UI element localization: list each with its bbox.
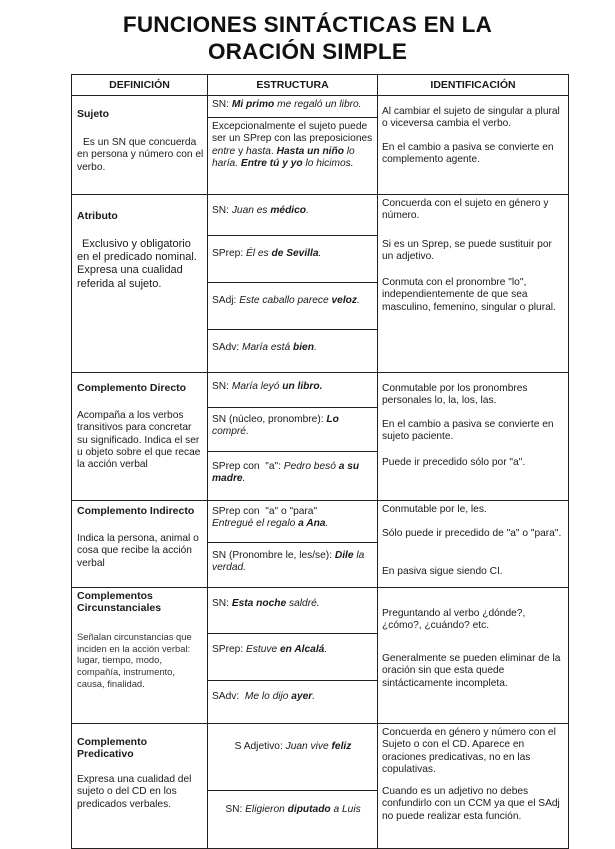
function-name-line-2: Predicativo [77, 748, 134, 760]
struct-cc-1: SPrep: Estuve en Alcalá. [208, 634, 378, 681]
ident-atributo [378, 195, 569, 373]
struct-ci-0: SPrep con "a" o "para" Entregué el regalo a Ana. [208, 501, 378, 543]
ident-text: En el cambio a pasiva se convierte en complemento agente. [382, 142, 554, 166]
ident-cc [378, 588, 569, 724]
def-atributo [72, 195, 208, 373]
def-sujeto [72, 96, 208, 195]
function-description: Expresa una cualidad del sujeto o del CD en los predicados verbales. [77, 774, 192, 810]
ident-cd [378, 373, 569, 501]
ident-text: En el cambio a pasiva se convierte en sujeto paciente. [382, 419, 554, 443]
ident-text: En pasiva sigue siendo CI. [382, 566, 503, 577]
page-title [0, 11, 615, 65]
row-cd [72, 373, 569, 408]
function-description: Es un SN que concuerda en persona y número con el verbo. [77, 137, 204, 173]
function-description: Exclusivo y obligatorio en el predicado nominal. Expresa una cualidad referida al sujeto. [77, 238, 197, 290]
struct-atributo-0: SN: Juan es médico. [208, 195, 378, 236]
struct-sujeto-0: SN: Mi primo me regaló un libro. [208, 96, 378, 118]
def-cpred [72, 724, 208, 849]
ident-text: Preguntando al verbo ¿dónde?, ¿cómo?, ¿cuándo? etc. [382, 608, 526, 632]
header-row [72, 75, 569, 96]
struct-ci-1: SN (Pronombre le, les/se): Dile la verdad. [208, 543, 378, 588]
struct-cc-2: SAdv: Me lo dijo ayer. [208, 681, 378, 724]
function-name: Sujeto [77, 108, 110, 120]
ident-text: Generalmente se pueden eliminar de la oración sin que esta quede sintácticamente incompleta. [382, 653, 561, 689]
function-name: Complemento Directo [77, 382, 187, 394]
function-description: Indica la persona, animal o cosa que recibe la acción verbal [77, 533, 199, 569]
struct-cd-1: SN (núcleo, pronombre): Lo compré. [208, 408, 378, 452]
def-cc [72, 588, 208, 724]
struct-sujeto-1: Excepcionalmente el sujeto puede ser un SPrep con las preposiciones entre y hasta. Hasta un niño lo haría. Entre tú y yo lo hicimos. [208, 118, 378, 195]
ident-text: Concuerda con el sujeto en género y número. [382, 198, 549, 222]
function-description: Acompaña a los verbos transitivos para concretar su significado. Indica el ser u objeto sobre el que recae la acción verbal [77, 410, 201, 471]
function-name-line-1: Complemento [77, 736, 148, 748]
function-name-line-2: Circunstanciales [77, 602, 162, 614]
struct-cpred-0: S Adjetivo: Juan vive feliz [208, 724, 378, 791]
function-description: Señalan circunstancias que inciden en la acción verbal: lugar, tiempo, modo, compañía, instrumento, causa, finalidad. [77, 631, 192, 689]
function-name: Atributo [77, 210, 118, 222]
header-identificacion: IDENTIFICACIÓN [378, 75, 569, 96]
row-cpred [72, 724, 569, 791]
row-ci [72, 501, 569, 543]
ident-ci [378, 501, 569, 588]
title-line-2: ORACIÓN SIMPLE [207, 39, 408, 64]
function-name-line-1: Complementos [77, 590, 153, 602]
row-cc [72, 588, 569, 634]
row-sujeto [72, 96, 569, 118]
struct-atributo-3: SAdv: María está bien. [208, 330, 378, 373]
ident-text: Sólo puede ir precedido de "a" o "para". [382, 528, 562, 539]
struct-cc-0: SN: Esta noche saldré. [208, 588, 378, 634]
functions-table [71, 74, 569, 849]
ident-text: Cuando es un adjetivo no debes confundirlo con un CCM ya que el SAdj no puede realizar esta función. [382, 786, 560, 822]
ident-sujeto [378, 96, 569, 195]
struct-atributo-1: SPrep: Él es de Sevilla. [208, 236, 378, 283]
ident-text: Conmuta con el pronombre "lo", independientemente de que sea masculino, femenino, singular o plural. [382, 277, 556, 313]
header-definicion: DEFINICIÓN [72, 75, 208, 96]
ident-text: Puede ir precedido sólo por "a". [382, 457, 526, 468]
struct-cd-0: SN: María leyó un libro. [208, 373, 378, 408]
def-ci [72, 501, 208, 588]
ident-text: Conmutable por le, les. [382, 504, 487, 515]
ident-cpred [378, 724, 569, 849]
ident-text: Al cambiar el sujeto de singular a plural o viceversa cambia el verbo. [382, 106, 560, 130]
struct-cpred-1: SN: Eligieron diputado a Luis [208, 791, 378, 849]
title-line-1: FUNCIONES SINTÁCTICAS EN LA [122, 12, 493, 37]
struct-atributo-2: SAdj: Este caballo parece veloz. [208, 283, 378, 330]
ident-text: Si es un Sprep, se puede sustituir por un adjetivo. [382, 239, 552, 263]
header-estructura: ESTRUCTURA [208, 75, 378, 96]
row-atributo [72, 195, 569, 236]
ident-text: Conmutable por los pronombres personales lo, la, los, las. [382, 383, 528, 407]
def-cd [72, 373, 208, 501]
function-name: Complemento Indirecto [77, 505, 195, 517]
ident-text: Concuerda en género y número con el Sujeto o con el CD. Aparece en oraciones predicativas, no en las copulativas. [382, 727, 556, 775]
struct-cd-2: SPrep con "a": Pedro besó a su madre. [208, 452, 378, 501]
